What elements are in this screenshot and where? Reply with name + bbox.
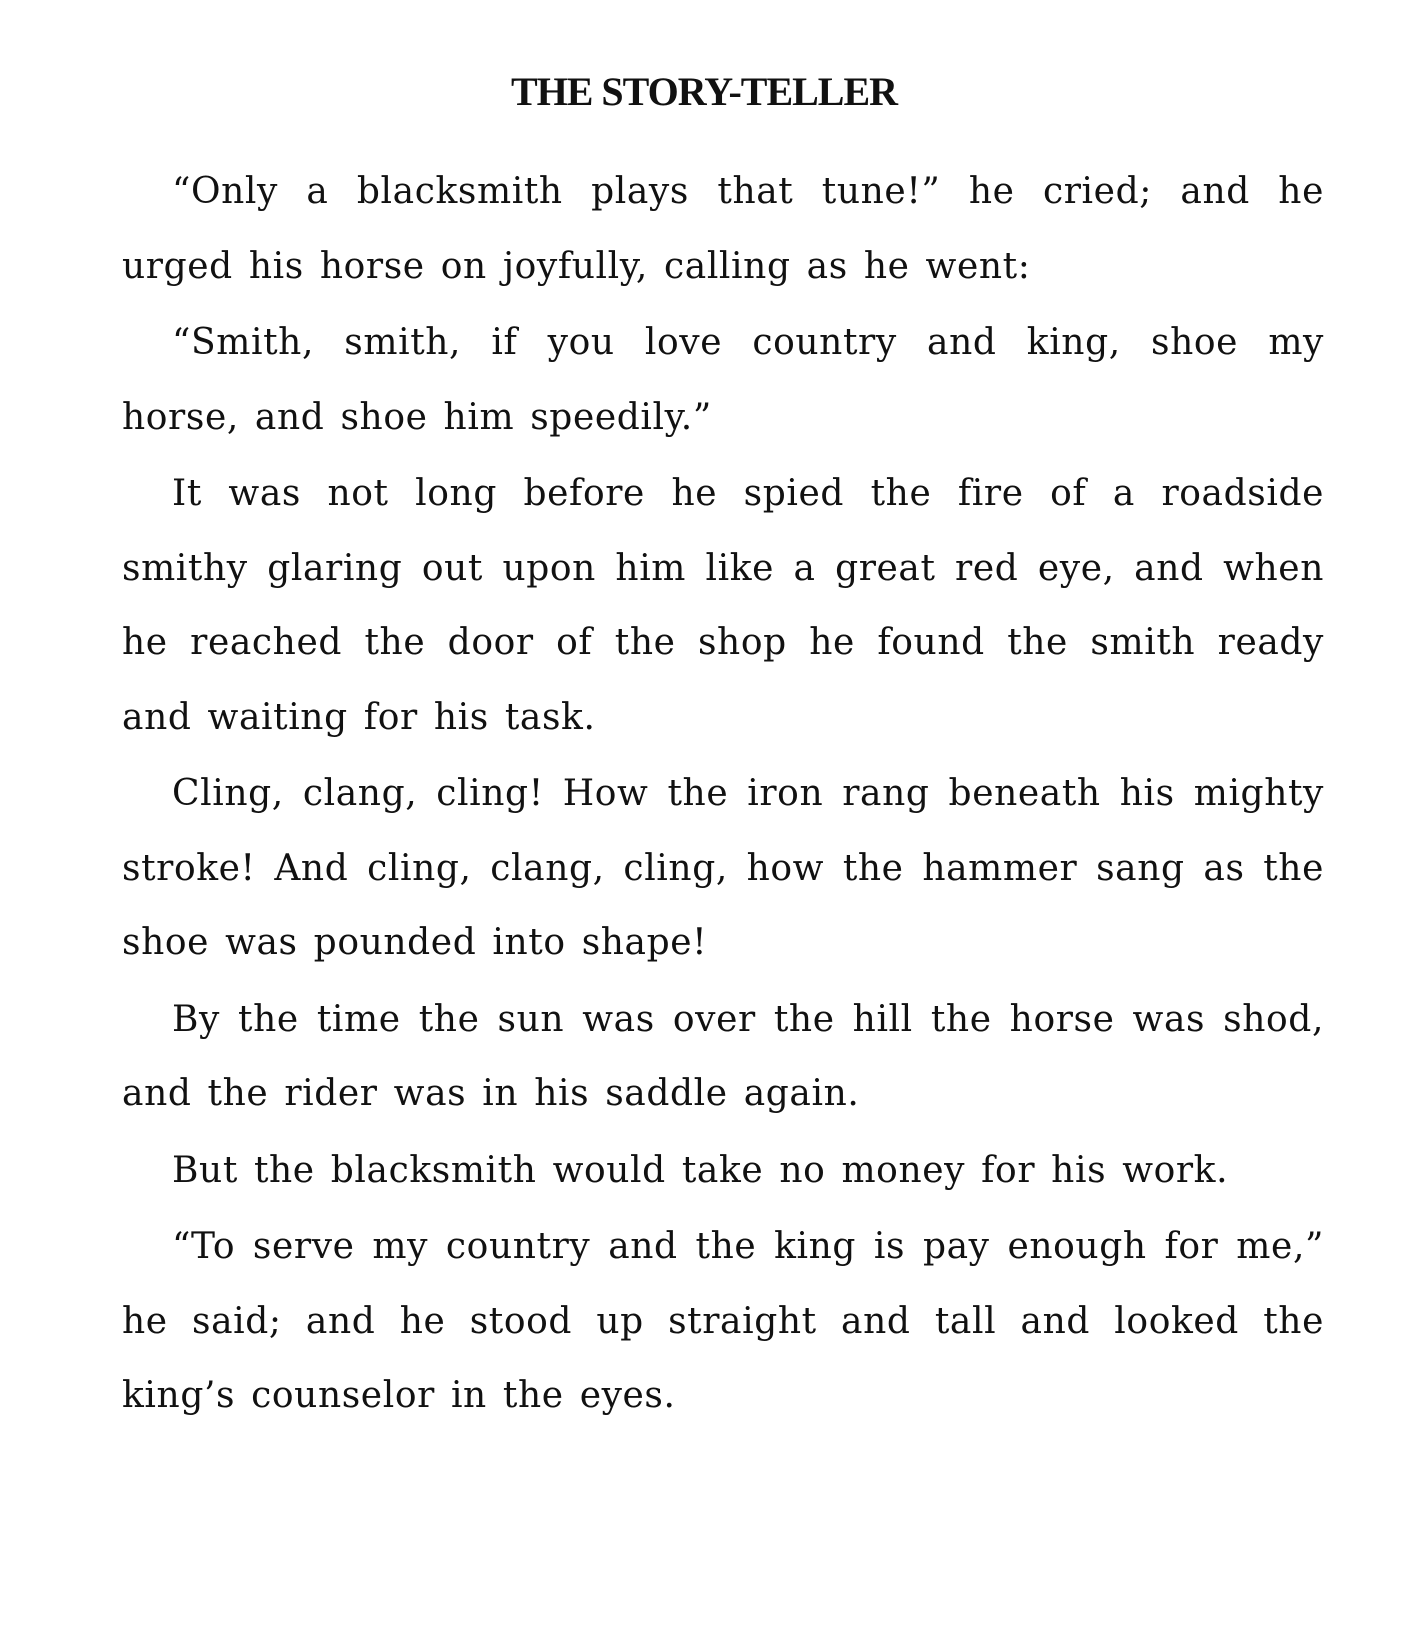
paragraph: “To serve my country and the king is pay enough for me,” he said; and he stood up straight and tall and looked the king’s counselor in the eyes. [122,1226,1324,1416]
paragraph: It was not long before he spied the fire of a roadside smithy glaring out upon him like a great red eye, and when he reached the door of the shop he found the smith ready and waiting for his task. [122,473,1324,738]
paragraph: “Smith, smith, if you love country and king, shoe my horse, and shoe him speedily.” [122,322,1324,438]
paragraph: But the blacksmith would take no money for his work. [172,1149,1229,1191]
body-text [122,155,1324,1434]
paragraph: Cling, clang, cling! How the iron rang beneath his mighty stroke! And cling, clang, cling, how the hammer sang as the shoe was pounded into shape! [122,773,1324,963]
paragraph: By the time the sun was over the hill the horse was shod, and the rider was in his saddle again. [122,998,1324,1114]
paragraph: “Only a blacksmith plays that tune!” he cried; and he urged his horse on joyfully, calling as he went: [122,171,1324,287]
running-head: THE STORY-TELLER [510,69,898,114]
